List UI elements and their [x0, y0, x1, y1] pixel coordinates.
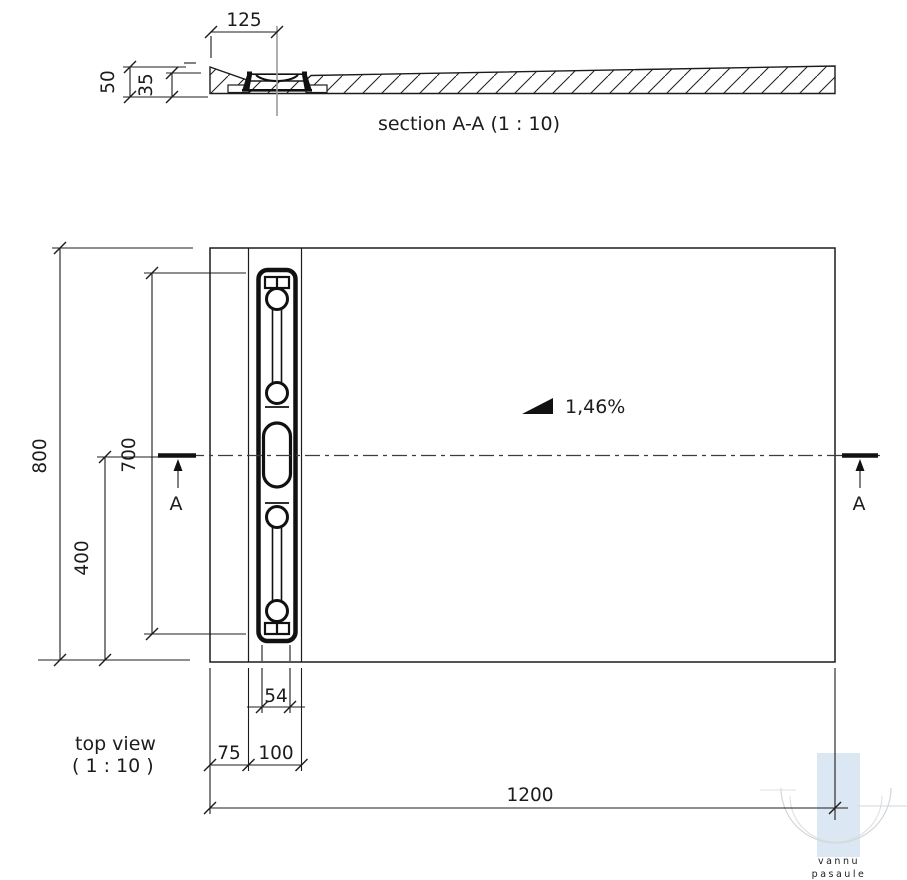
top-view-label — [72, 733, 156, 777]
slope-annotation — [522, 396, 625, 418]
dim-35-label: 35 — [136, 73, 157, 97]
section-arrow-right — [856, 459, 865, 471]
slope-triangle-icon — [522, 398, 553, 414]
dim-35 — [136, 67, 201, 103]
section-marker-right-label: A — [852, 493, 866, 515]
slope-label: 1,46% — [565, 396, 626, 418]
section-view — [98, 10, 835, 135]
dim-100-label: 100 — [258, 743, 294, 764]
dim-125-label: 125 — [226, 10, 262, 31]
dim-800-label: 800 — [30, 438, 51, 474]
watermark-word-2: pasaule — [811, 869, 867, 880]
section-marker-left — [158, 456, 196, 516]
dim-54-label: 54 — [264, 686, 288, 707]
dim-400-label: 400 — [72, 540, 93, 576]
top-view — [30, 242, 880, 820]
section-title: section A-A (1 : 10) — [377, 113, 561, 135]
dim-75-100 — [204, 668, 308, 814]
drain-hole-2 — [267, 383, 288, 404]
drain-hole-3 — [267, 507, 288, 528]
dim-75-label: 75 — [217, 743, 241, 764]
section-marker-left-label: A — [169, 493, 183, 515]
watermark-word-1: vannu — [817, 856, 861, 867]
dim-54 — [247, 645, 305, 713]
dim-1200 — [204, 668, 848, 820]
section-marker-right — [842, 456, 878, 516]
drain-hole-4 — [267, 601, 288, 622]
dim-700-label: 700 — [119, 437, 140, 473]
dim-1200-label: 1200 — [506, 785, 554, 806]
drain-hole-1 — [267, 289, 288, 310]
top-view-title: top view — [75, 733, 156, 755]
section-arrow-left — [174, 459, 183, 471]
dim-125 — [205, 10, 283, 58]
dim-50-label: 50 — [98, 70, 119, 94]
watermark-logo — [760, 753, 907, 880]
top-view-scale: ( 1 : 10 ) — [72, 755, 154, 777]
